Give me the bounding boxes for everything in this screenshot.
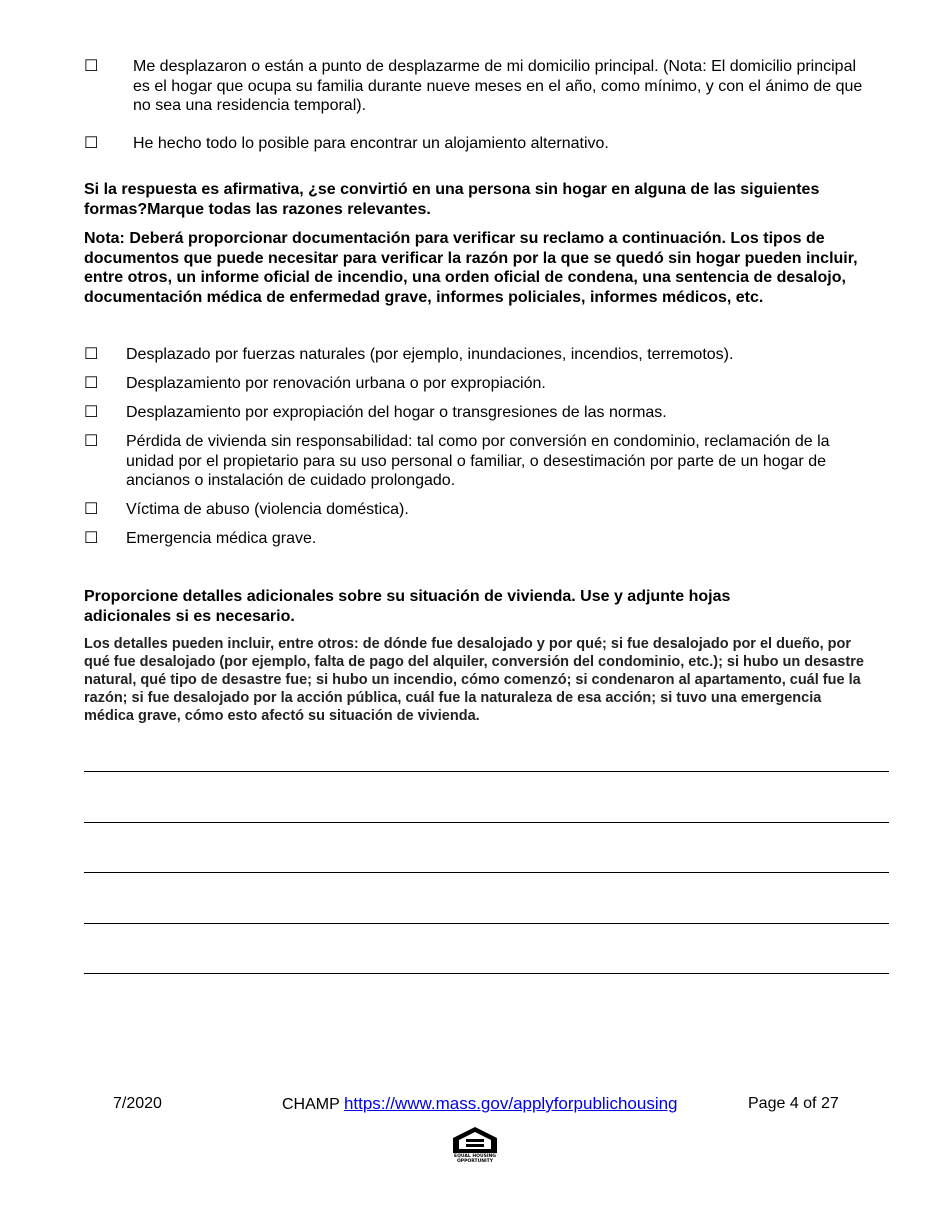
answer-line-5[interactable] <box>84 973 889 974</box>
item-displaced-text: Me desplazaron o están a punto de desplazarme de mi domicilio principal. (Nota: El domicilio principal es el hogar que ocupa su familia durante nueve meses en el año, como mínimo, y con el ánimo de que no sea una residencia temporal). <box>133 58 863 114</box>
answer-line-3[interactable] <box>84 872 889 873</box>
reason-natural-forces: Desplazado por fuerzas naturales (por ejemplo, inundaciones, incendios, terremotos). <box>126 346 734 363</box>
checkbox-abuse-victim[interactable]: ☐ <box>84 501 99 518</box>
checkbox-alternative-housing[interactable]: ☐ <box>84 135 99 152</box>
reason-no-fault-loss: Pérdida de vivienda sin responsabilidad: tal como por conversión en condominio, reclamación de la unidad por el propietario para su uso personal o familiar, o desestimación por parte de un hogar de ancianos o instalación de cuidado prolongado. <box>126 433 830 489</box>
reason-urban-renewal: Desplazamiento por renovación urbana o por expropiación. <box>126 375 546 392</box>
footer-url-link[interactable]: https://www.mass.gov/applyforpublichousing <box>343 1094 678 1113</box>
item-alternative-housing-text: He hecho todo lo posible para encontrar un alojamiento alternativo. <box>133 135 609 152</box>
answer-line-2[interactable] <box>84 822 889 823</box>
checkbox-no-fault-loss[interactable]: ☐ <box>84 433 99 450</box>
answer-line-4[interactable] <box>84 923 889 924</box>
checkbox-urban-renewal[interactable]: ☐ <box>84 375 99 392</box>
footer-program-name: CHAMP <box>282 1096 340 1113</box>
footer-date: 7/2020 <box>113 1095 162 1112</box>
reason-abuse-victim: Víctima de abuso (violencia doméstica). <box>126 501 409 518</box>
checkbox-expropriation[interactable]: ☐ <box>84 404 99 421</box>
answer-line-1[interactable] <box>84 771 889 772</box>
reason-expropriation: Desplazamiento por expropiación del hogar o transgresiones de las normas. <box>126 404 667 421</box>
checkbox-medical-emergency[interactable]: ☐ <box>84 530 99 547</box>
checkbox-displaced[interactable]: ☐ <box>84 58 99 75</box>
equal-housing-caption: EQUAL HOUSING OPPORTUNITY <box>454 1154 496 1164</box>
footer-program <box>282 1094 678 1114</box>
details-help-text: Los detalles pueden incluir, entre otros: de dónde fue desalojado y por qué; si fue desalojado por el dueño, por qué fue desalojado (por ejemplo, falta de pago del alquiler, conversión del condominio, etc.); si hubo un desastre natural, qué tipo de desastre fue; si hubo un incendio, cómo comenzó; si condenaron al apartamento, cuál fue la razón; si fue desalojado por la acción pública, cuál fue la naturaleza de esa acción; si tuvo una emergencia médica grave, cómo esto afectó su situación de vivienda. <box>84 636 864 724</box>
details-heading: Proporcione detalles adicionales sobre su situación de vivienda. Use y adjunte hojas adicionales si es necesario. <box>84 588 731 625</box>
documentation-note: Nota: Deberá proporcionar documentación para verificar su reclamo a continuación. Los tipos de documentos que puede necesitar para verificar la razón por la que se quedó sin hogar pueden incluir, entre otros, un informe oficial de incendio, una orden oficial de condena, una sentencia de desalojo, documentación médica de enfermedad grave, informes policiales, informes médicos, etc. <box>84 230 858 306</box>
homeless-question: Si la respuesta es afirmativa, ¿se convirtió en una persona sin hogar en alguna de las siguientes formas?Marque todas las razones relevantes. <box>84 181 820 218</box>
footer-page-number: Page 4 of 27 <box>748 1095 839 1112</box>
checkbox-natural-forces[interactable]: ☐ <box>84 346 99 363</box>
equal-housing-logo <box>451 1126 499 1166</box>
reason-medical-emergency: Emergencia médica grave. <box>126 530 317 547</box>
